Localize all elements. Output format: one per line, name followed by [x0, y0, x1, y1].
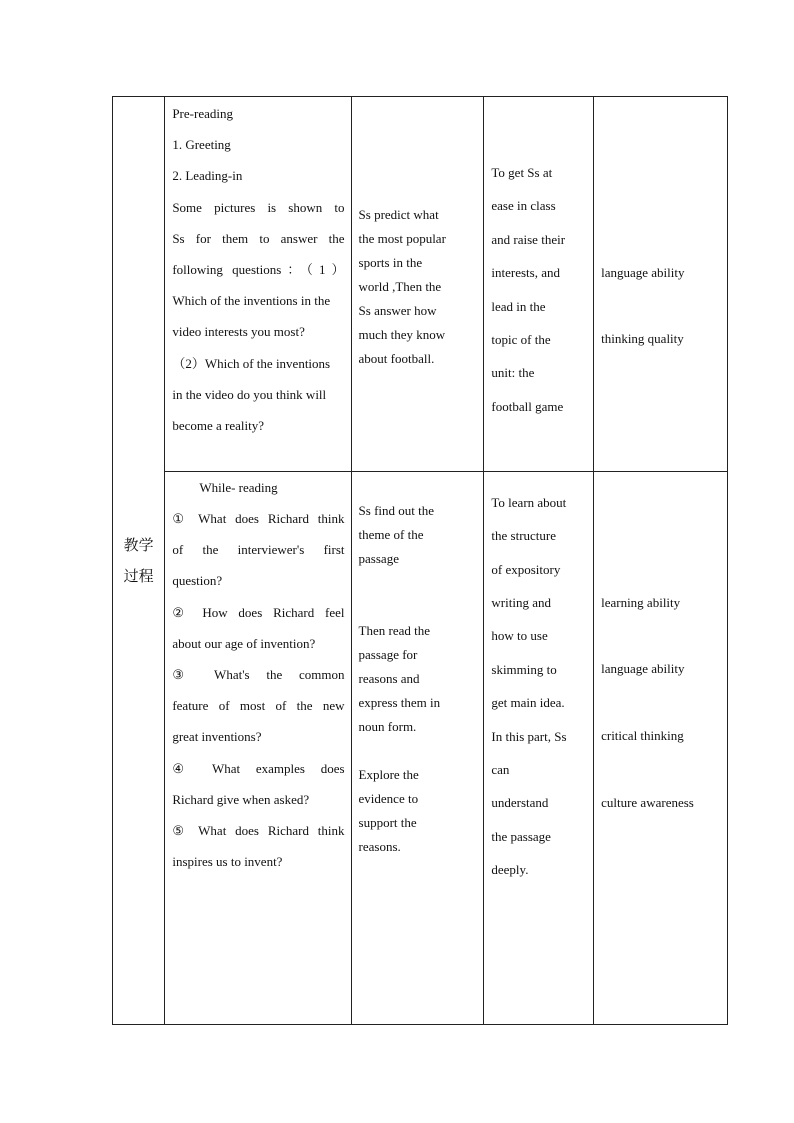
step-line: 2. Leading-in: [172, 168, 243, 184]
student-line: reasons and: [358, 670, 420, 686]
step-line: （2）Which of the inventions: [172, 355, 331, 371]
stage-label-cell: [113, 97, 165, 1025]
student-line: noun form.: [358, 718, 417, 734]
step-line: become a reality?: [172, 418, 264, 434]
step-line: in the video do you think will: [172, 386, 327, 402]
student-group: [359, 619, 478, 739]
ability-cell: [594, 97, 728, 472]
step-line: ① What does Richard think: [172, 511, 345, 526]
student-line: Ss answer how: [358, 303, 437, 318]
student-activity-cell: [351, 471, 484, 1024]
table-row: [113, 471, 728, 1024]
purpose-line: ease in class: [491, 198, 556, 214]
student-line: reasons.: [358, 838, 401, 854]
purpose-line: interests, and: [491, 265, 560, 281]
ability-line: language ability: [601, 661, 685, 677]
step-heading: Pre-reading: [172, 106, 233, 121]
purpose-line: To get Ss at: [491, 165, 553, 180]
student-line: evidence to: [358, 790, 419, 806]
purpose-line: understand: [491, 795, 549, 811]
steps-cell: [165, 97, 351, 472]
step-line: ⑤ What does Richard think: [172, 823, 345, 839]
student-line: Ss predict what: [358, 207, 439, 222]
purpose-line: writing and: [491, 595, 551, 611]
student-line: Ss find out the: [358, 502, 435, 518]
purpose-line: football game: [491, 398, 564, 414]
step-line: feature of most of the new: [172, 698, 345, 714]
stage-label-line: 教学: [123, 535, 154, 554]
purpose-line: the structure: [491, 528, 557, 544]
purpose-line: lead in the: [491, 298, 546, 314]
stage-label-line: 过程: [123, 566, 154, 585]
purpose-line: and raise their: [491, 231, 566, 247]
student-line: world ,Then the: [358, 279, 442, 294]
step-line: great inventions?: [172, 729, 262, 745]
step-line: ② How does Richard feel: [172, 604, 345, 620]
student-line: much they know: [358, 327, 446, 342]
student-activity-cell: [351, 97, 484, 472]
step-line: video interests you most?: [172, 324, 305, 340]
step-line: Richard give when asked?: [172, 791, 310, 807]
student-line: passage for: [358, 646, 418, 662]
student-line: support the: [358, 814, 417, 830]
purpose-line: the passage: [491, 828, 551, 844]
step-line: ④ What examples does: [172, 760, 345, 776]
student-line: about football.: [358, 351, 435, 366]
student-line: express them in: [358, 694, 441, 710]
ability-line: thinking quality: [601, 331, 684, 346]
ability-line: learning ability: [601, 594, 681, 610]
ability-cell: [594, 471, 728, 1024]
step-line: Which of the inventions in the: [172, 293, 331, 309]
student-group: [359, 499, 478, 571]
student-line: passage: [358, 550, 399, 566]
step-heading: While- reading: [199, 479, 278, 495]
purpose-line: topic of the: [491, 332, 551, 348]
purpose-cell: [484, 97, 594, 472]
step-line: Ss for them to answer the: [172, 230, 345, 246]
purpose-line: deeply.: [491, 862, 529, 878]
student-group: [359, 763, 478, 859]
ability-line: culture awareness: [601, 794, 694, 810]
purpose-line: how to use: [491, 628, 548, 644]
student-line: the most popular: [358, 231, 446, 246]
step-line: following questions：（1）: [172, 262, 345, 278]
purpose-cell: [484, 471, 594, 1024]
ability-line: language ability: [601, 265, 685, 280]
student-line: Explore the: [358, 766, 419, 782]
step-line: about our age of invention?: [172, 635, 316, 651]
step-line: of the interviewer's first: [172, 542, 345, 558]
step-line: inspires us to invent?: [172, 854, 283, 870]
purpose-line: To learn about: [491, 494, 567, 510]
step-line: Some pictures is shown to: [172, 199, 345, 215]
student-line: sports in the: [358, 255, 423, 270]
student-line: theme of the: [358, 526, 424, 542]
student-line: Then read the: [358, 622, 430, 638]
steps-cell: [165, 471, 351, 1024]
purpose-line: unit: the: [491, 365, 535, 381]
purpose-line: In this part, Ss: [491, 728, 567, 744]
ability-line: critical thinking: [601, 727, 684, 743]
lesson-plan-table: [112, 96, 728, 1025]
purpose-line: can: [491, 762, 510, 778]
step-line: question?: [172, 573, 223, 589]
step-line: 1. Greeting: [172, 137, 231, 153]
step-line: ③ What's the common: [172, 667, 345, 683]
purpose-line: skimming to: [491, 661, 557, 677]
purpose-line: get main idea.: [491, 695, 565, 711]
table-row: [113, 97, 728, 472]
purpose-line: of expository: [491, 561, 561, 577]
